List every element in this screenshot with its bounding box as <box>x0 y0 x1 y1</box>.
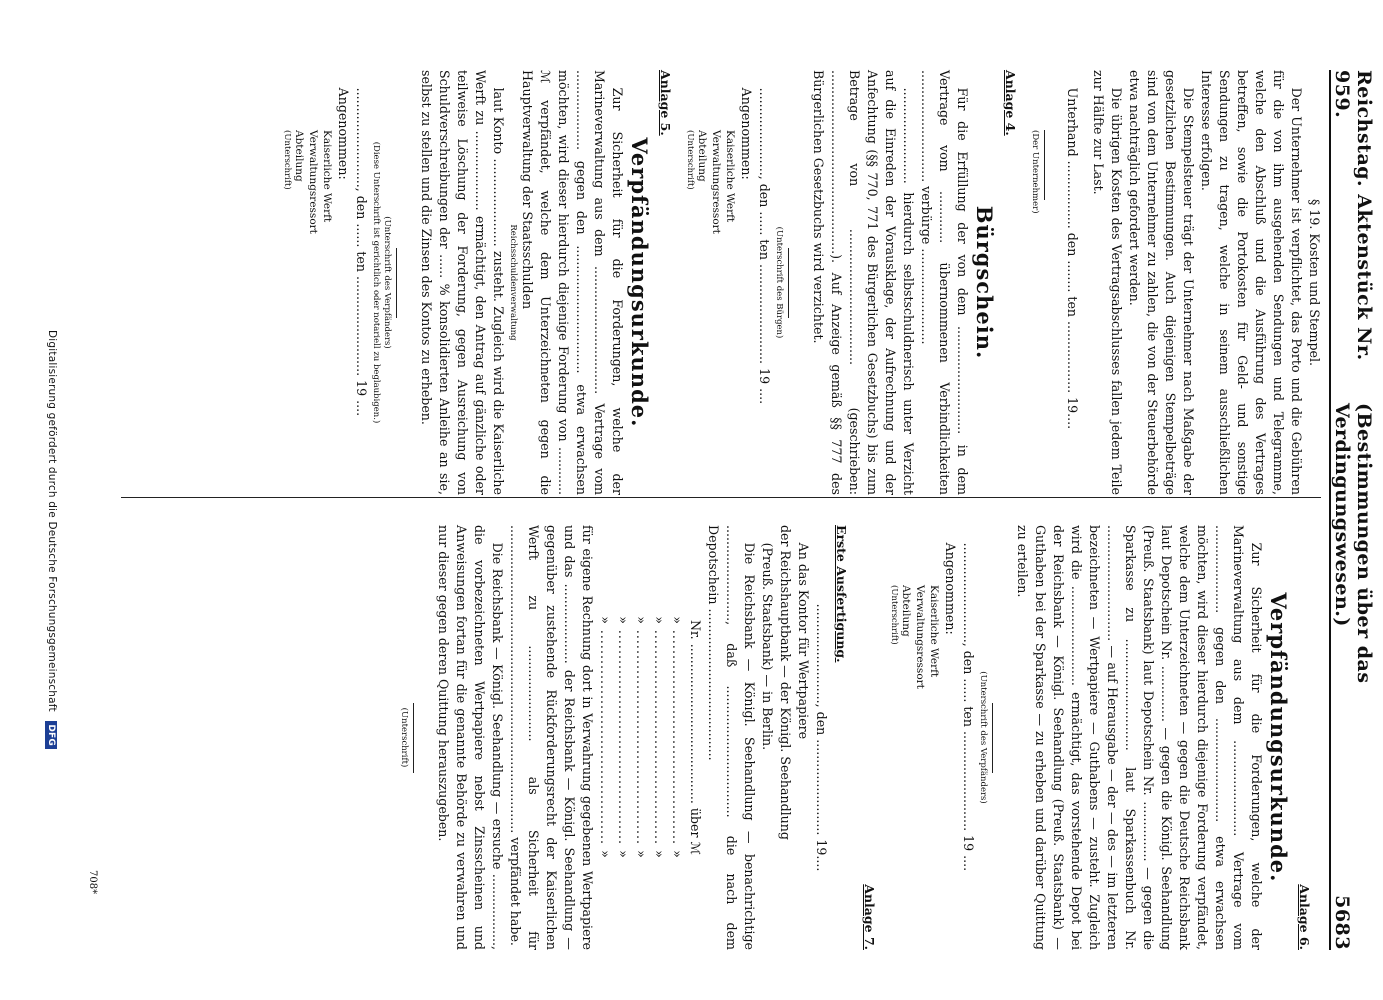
ausfertigung-sign-caption: (Unterschrift) <box>399 707 409 768</box>
verpfaendung-2-date-line: ........................., den ...... ten ......................... 19 .... <box>961 542 976 872</box>
unterschrift-caption: (Unterschrift) <box>282 130 292 190</box>
anlage-4-heading: Anlage 4. <box>1003 70 1018 136</box>
section-19-text-3: Die übrigen Kosten des Vertragsabschlusses fallen jedem Teile zur Hälfte zur Last. <box>1091 70 1124 495</box>
header-middle: (Bestimmungen über das Verdingungswesen.) <box>1331 402 1375 684</box>
anlage-5-heading: Anlage 5. <box>658 70 673 136</box>
erste-ausfertigung-heading: Erste Ausfertigung. <box>834 525 849 663</box>
abteilung-label: Abteilung <box>900 585 912 637</box>
abteilung-label: Abteilung <box>696 130 708 182</box>
section-19-text-2: Die Stempelsteuer trägt der Unternehmer nach Maßgabe der gesetzlichen Bestimmungen. Auch diejenigen Stempelbeträge sind von dem Unternehmer zu zahlen, die von der Steuerbehörde etwa nachträglich gefordert werden. <box>1127 70 1196 495</box>
verwaltungsressort-label: Verwaltungsressort <box>710 130 722 234</box>
verpfaendung-1-sign-caption-b: (Diese Unterschrift ist gerichtlich oder notariell zu beglaubigen.) <box>371 141 381 424</box>
signature-caption: (Der Unternehmer) <box>1030 130 1040 214</box>
digitization-note-text: Digitalisierung gefördert durch die Deutsche Forschungsgemeinschaft <box>46 330 58 712</box>
verpfaendung-2-text: Zur Sicherheit für die Forderungen, welche der Marineverwaltung aus dem ........................ Vertrage vom ...................... gegen den .......................... etwa erwachsen möchten, wird dieser hierdurch diejenige Forderung verpfändet, welche dem Unterzeichneten — gegen die Deutsche Reichsbank laut Depotschein Nr. .............. — gegen die Königl. Seehandlung (Preuß. Staatsbank) laut Depotschein Nr. ............... — gegen die Sparkasse zu ............................ laut Sparkassenbuch Nr. ............................. — auf Herausgabe — der — des — im letzteren bezeichneten — Wertpapiere — Guthabens — zusteht. Zugleich wird die ......................... ermächtigt, das vorstehende Depot bei der Reichsbank — Königl. Seehandlung (Preuß. Staatsbank) — Guthaben bei der Sparkasse — zu erheben und darüber Quittung zu erteilen. <box>1015 525 1264 950</box>
anlage-6-heading: Anlage 6. <box>1297 884 1312 950</box>
verpfaendung-1-caption: Reichsschuldenverwaltung <box>508 224 518 341</box>
verpfaendungsurkunde-title-2: Verpfändungsurkunde. <box>1266 592 1291 883</box>
section-19-text-1: Der Unternehmer ist verpflichtet, das Porto und die Gebühren für die von ihm ausgehenden Sendungen und Telegramme, welche den Abschluß und die Ausführung des Vertrages betreffen, sowie die Portokosten für Geld- und sonstige Sendungen zu tragen, welche in seinem ausschließlichen Interesse erfolgen. <box>1199 70 1304 495</box>
column-divider <box>121 497 1321 498</box>
ausfertigung-blank-line: » ........................................... » <box>652 616 667 859</box>
dfg-logo: DFG <box>45 721 57 749</box>
buergschein-date-line: ......................, den ...... ten ......................... 19 .... <box>757 87 772 405</box>
signature-line <box>992 703 993 773</box>
ausfertigung-nr-line: Nr. ........................................ über ℳ <box>688 620 703 855</box>
ausfertigung-text-1: Die Reichsbank — Königl. Seehandlung — benachrichtige ........................, daß ................................. die nach dem Depotschein ...................................... <box>706 525 757 950</box>
page-number: 5683 <box>1331 895 1353 950</box>
signature-line <box>788 248 789 318</box>
ausfertigung-blank-line: » ........................................... » <box>616 616 631 859</box>
ausfertigung-address-3: (Preuß. Staatsbank) — in Berlin. <box>760 542 775 751</box>
ausfertigung-address-1: An das Kontor für Wertpapiere <box>796 542 811 740</box>
page-header <box>1329 70 1375 950</box>
accepted-label: Angenommen: <box>943 542 958 635</box>
ausfertigung-blank-line: » ........................................... » <box>670 616 685 859</box>
verpfaendung-2-sign-caption: (Unterschrift des Verpfänders) <box>978 671 988 804</box>
signature-line <box>1044 130 1045 200</box>
accepted-label: Angenommen: <box>336 87 351 180</box>
verpfaendungsurkunde-title-1: Verpfändungsurkunde. <box>627 137 652 428</box>
werft-label: Kaiserliche Werft <box>321 130 333 223</box>
page-code: 708* <box>87 870 98 895</box>
ausfertigung-blank-line: » ........................................... » <box>598 616 613 859</box>
unterschrift-caption: (Unterschrift) <box>685 130 695 190</box>
verpfaendung-1-text-1: Zur Sicherheit für die Forderungen, welche der Marineverwaltung aus dem ................................ Vertrage vom .................... gegen den ................................ etwa erwachsen möchten, wird dieser hierdurch diejenige Forderung von ............ ℳ verpfändet, welche dem Unterzeichneten gegen die Hauptverwaltung der Staatsschulden <box>520 70 625 495</box>
werft-label: Kaiserliche Werft <box>928 585 940 678</box>
anlage-7-heading: Anlage 7. <box>862 884 877 950</box>
section-19-title: § 19. Kosten und Stempel. <box>1307 199 1322 366</box>
abteilung-label: Abteilung <box>293 130 305 182</box>
accepted-label: Angenommen: <box>739 87 754 180</box>
signature-line <box>396 248 397 318</box>
verpfaendung-1-date-line: ........................., den ...... ten ......................... 19 .... <box>354 87 369 417</box>
buergschein-text-1: Für die Erfüllung der von dem ........................... in dem Vertrage vom ............. übernommenen Verbindlichkeiten ............................ verbürge ........................ <box>919 70 970 495</box>
ausfertigung-text-3: Die Reichsbank — Königl. Seehandlung — ersuche .................., die vorbezeichneten Wertpapiere nebst Zinsscheinen und Anweisungen fortan für die genannte Behörde zu verwahren und nur dieser gegen deren Quittung herauszugeben. <box>436 525 505 950</box>
right-column <box>398 525 1323 950</box>
verwaltungsressort-label: Verwaltungsressort <box>914 585 926 689</box>
buergschein-title: Bürgschein. <box>972 205 997 360</box>
signature-date-line: Unterhand ................. den ........ ten .................. 19.... <box>1065 87 1080 430</box>
signature-line <box>413 703 414 773</box>
buergschein-text-2: ........................ hierdurch selbstschuldnerisch unter Verzicht auf die Einreden der Vorausklage, der Aufrechnung und der Anfechtung (§§ 770, 771 des Bürgerlichen Gesetzbuchs) bis zum Betrage von .................................. (geschrieben: ..............................................). Auf Anzeige gemäß §§ 777 des Bürgerlichen Gesetzbuchs wird verzichtet. <box>811 70 916 495</box>
ausfertigung-text-2: für eigene Rechnung dort in Verwahrung gegebenen Wertpapiere und das .................... der Reichsbank — Königl. Seehandlung — gegenüber zustehende Rückforderungsrecht der Kaiserlichen Werft zu ........................ als Sicherheit für ............................................................................. verpfändet habe. <box>508 525 595 950</box>
buergschein-signature-caption: (Unterschrift des Bürgen) <box>774 226 784 339</box>
ausfertigung-date-line: ........................., den ........................ 19.... <box>814 603 829 872</box>
verwaltungsressort-label: Verwaltungsressort <box>307 130 319 234</box>
ausfertigung-blank-line: » ........................................... » <box>634 616 649 859</box>
header-left: Reichstag. Aktenstück Nr. 959. <box>1331 70 1375 361</box>
verpfaendung-1-text-2: laut Konto ...................... zusteht. Zugleich wird die Kaiserliche Werft zu .................... ermächtigt, den Antrag auf gänzliche oder teilweise Löschung der Forderung, gegen Ausreichung von Schuldverschreibungen der ...... % konsolidierten Anleihe an sie, selbst zu stellen und die Zinsen des Kontos zu erheben. <box>419 70 506 495</box>
left-column <box>281 70 1323 495</box>
digitization-note <box>45 330 58 749</box>
unterschrift-caption: (Unterschrift) <box>889 585 899 645</box>
verpfaendung-1-sign-caption-a: (Unterschrift des Verpfänders) <box>382 216 392 349</box>
ausfertigung-address-2: der Reichshauptbank — der Königl. Seehandlung <box>778 525 793 840</box>
werft-label: Kaiserliche Werft <box>724 130 736 223</box>
